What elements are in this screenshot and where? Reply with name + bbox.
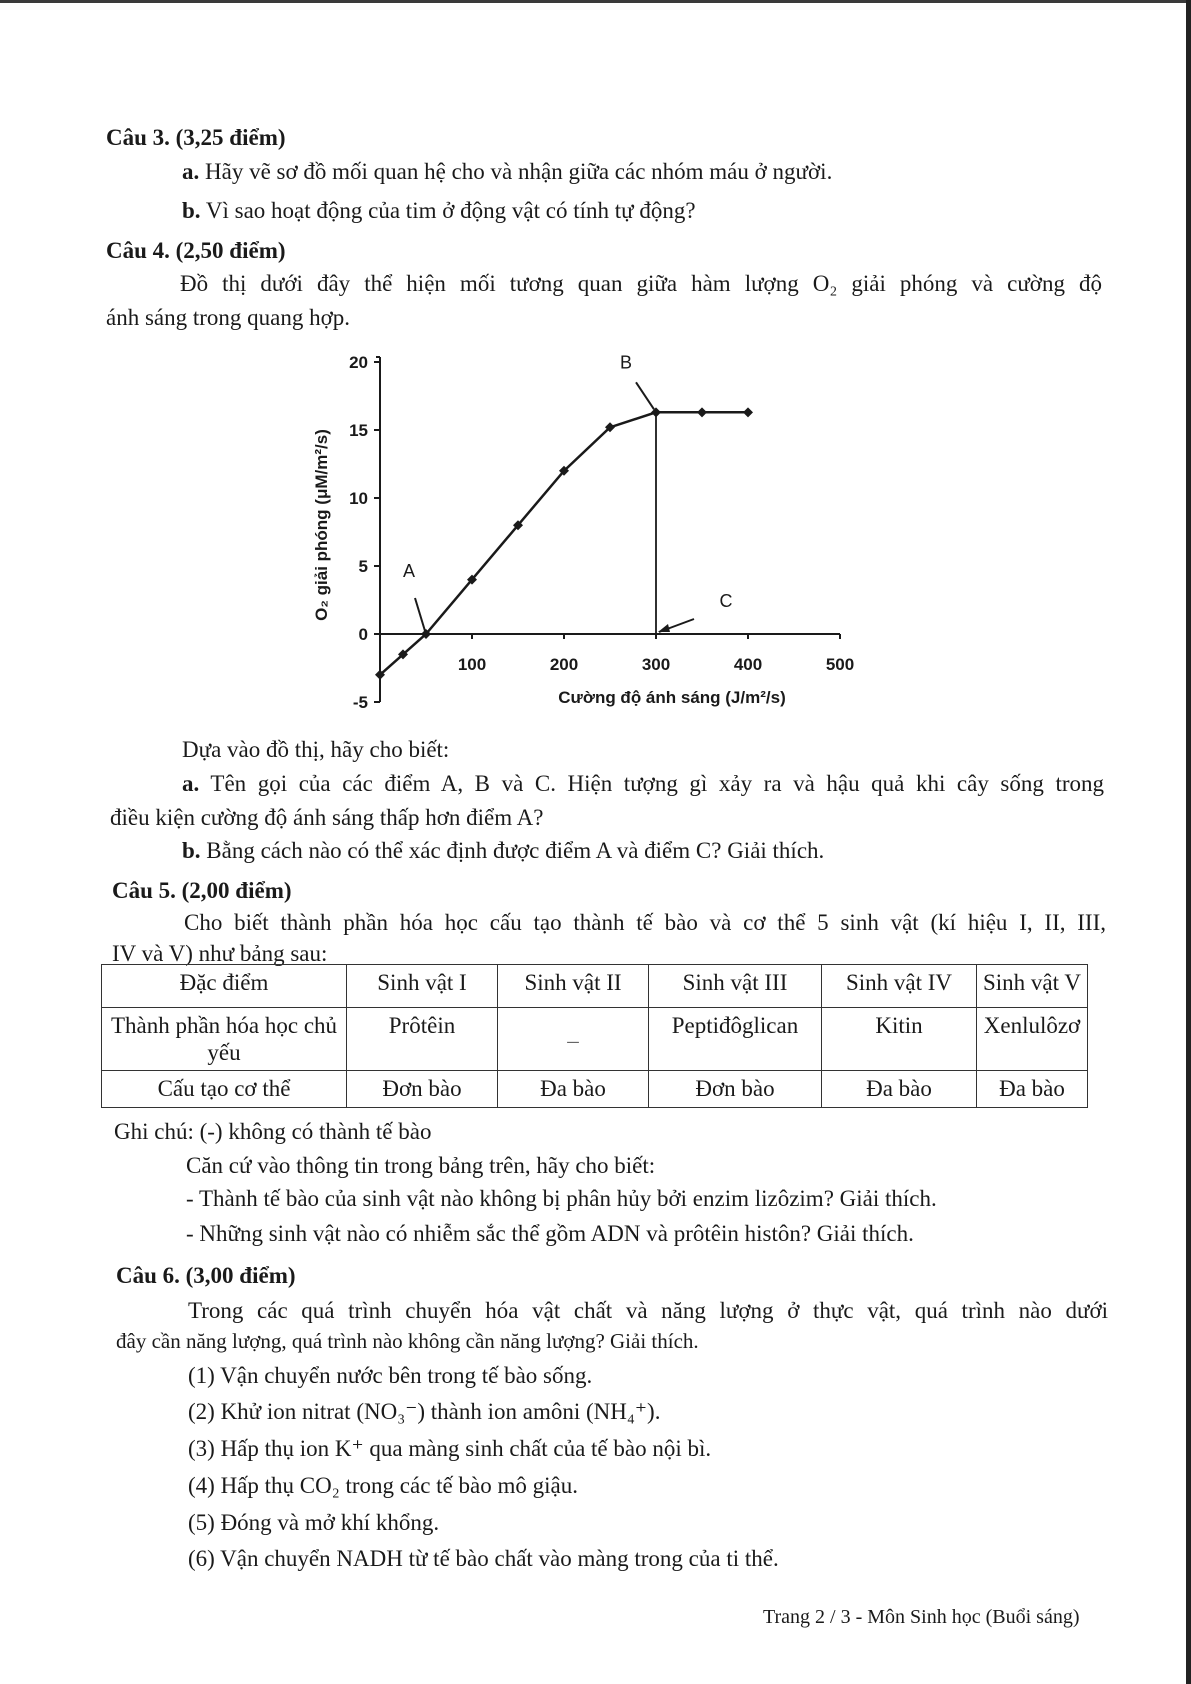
q3-a-text: Hãy vẽ sơ đồ mối quan hệ cho và nhận giữa các nhóm máu ở người. (199, 159, 833, 184)
data-point (743, 407, 753, 417)
scan-edge-top (0, 0, 1191, 3)
q4-prompt: Dựa vào đồ thị, hãy cho biết: (182, 737, 450, 762)
y-axis-label: O₂ giải phóng (μM/m²/s) (312, 429, 331, 621)
x-axis-label: Cường độ ánh sáng (J/m²/s) (558, 688, 786, 707)
organism-table (101, 964, 1088, 1108)
page-footer: Trang 2 / 3 - Môn Sinh học (Buổi sáng) (763, 1606, 1080, 1628)
q5-item-2: - Những sinh vật nào có nhiễm sắc thể gồm ADN và prôtêin histôn? Giải thích. (186, 1221, 914, 1246)
y-tick-label: 10 (349, 489, 368, 508)
table-row (102, 1008, 1088, 1071)
q4-a-text-line2: điều kiện cường độ ánh sáng thấp hơn điểm A? (110, 805, 544, 830)
table-header-cell: Sinh vật IV (822, 965, 977, 1008)
q6-item-3: (3) Hấp thụ ion K⁺ qua màng sinh chất của tế bào nội bì. (188, 1436, 712, 1461)
table-header-cell: Đặc điểm (102, 965, 347, 1008)
o2-light-chart (300, 345, 900, 715)
table-cell: Xenlulôzơ (977, 1008, 1088, 1071)
table-cell: Cấu tạo cơ thể (102, 1071, 347, 1108)
table-cell: Đơn bào (347, 1071, 498, 1108)
q5-prompt: Căn cứ vào thông tin trong bảng trên, hãy cho biết: (186, 1153, 656, 1178)
table-header-cell: Sinh vật V (977, 965, 1088, 1008)
q4-b-text: Bằng cách nào có thể xác định được điểm A và điểm C? Giải thích. (200, 838, 825, 863)
x-tick-label: 100 (457, 655, 487, 674)
y-tick-label: 20 (349, 353, 368, 372)
q4-a-label: a. (182, 771, 200, 796)
q5-item-1: - Thành tế bào của sinh vật nào không bị phân hủy bởi enzim lizôzim? Giải thích. (186, 1186, 937, 1211)
table-cell: Đơn bào (649, 1071, 822, 1108)
q6-item-5: (5) Đóng và mở khí khổng. (188, 1510, 440, 1535)
y-tick-label: 0 (358, 625, 368, 644)
pointer-b (636, 382, 654, 409)
q4-intro-line1: Đồ thị dưới đây thể hiện mối tương quan giữa hàm lượng O₂ giải phóng và cường độ (180, 271, 1102, 296)
q4-part-b (182, 837, 824, 865)
table-row (102, 1071, 1088, 1108)
q5-title: Câu 5. (2,00 điểm) (112, 878, 292, 903)
table-cell: Đa bào (822, 1071, 977, 1108)
table-header-cell: Sinh vật I (347, 965, 498, 1008)
chart-axes (349, 353, 854, 712)
label-b: B (619, 352, 633, 373)
q4-title: Câu 4. (2,50 điểm) (106, 238, 286, 263)
chart-marks (375, 352, 753, 679)
table-cell: Prôtêin (347, 1008, 498, 1071)
x-tick-label: 200 (549, 655, 579, 674)
q3-title: Câu 3. (3,25 điểm) (106, 125, 286, 150)
q4-intro-line2: ánh sáng trong quang hợp. (106, 305, 351, 330)
table-cell: Thành phần hóa học chủ yếu (102, 1008, 347, 1071)
table-cell: Đa bào (977, 1071, 1088, 1108)
scan-edge-right (1186, 0, 1191, 1684)
y-tick-label: 15 (349, 421, 368, 440)
pointer-c-head (658, 624, 670, 632)
table-cell: Peptiđôglican (649, 1008, 822, 1071)
q6-intro-line1: Trong các quá trình chuyển hóa vật chất và năng lượng ở thực vật, quá trình nào dưới (188, 1298, 1108, 1323)
q6-title: Câu 6. (3,00 điểm) (116, 1263, 296, 1288)
q6-item-1: (1) Vận chuyển nước bên trong tế bào sống. (188, 1363, 593, 1388)
q3-part-a (182, 158, 832, 186)
q5-intro-line1: Cho biết thành phần hóa học cấu tạo thành tế bào và cơ thể 5 sinh vật (kí hiệu I, II, III, (184, 910, 1106, 935)
label-a: A (402, 561, 416, 581)
q4-a-text-line1: Tên gọi của các điểm A, B và C. Hiện tượng gì xảy ra và hậu quả khi cây sống trong (199, 771, 1104, 796)
pointer-a (415, 598, 425, 631)
q6-item-4: (4) Hấp thụ CO₂ trong các tế bào mô giậu. (188, 1473, 578, 1498)
q6-intro-line2: đây cần năng lượng, quá trình nào không cần năng lượng? Giải thích. (116, 1329, 699, 1353)
q5-intro-line2: IV và V) như bảng sau: (112, 941, 328, 966)
q5-note: Ghi chú: (-) không có thành tế bào (114, 1119, 432, 1144)
y-tick-label: -5 (352, 693, 368, 712)
label-c: C (719, 591, 733, 611)
x-tick-label: 300 (641, 655, 671, 674)
q3-b-label: b. (182, 198, 201, 223)
table-cell: Kitin (822, 1008, 977, 1071)
x-tick-label: 500 (825, 655, 855, 674)
q6-item-6: (6) Vận chuyển NADH từ tế bào chất vào màng trong của ti thể. (188, 1546, 779, 1571)
table-cell: Đa bào (498, 1071, 649, 1108)
table-header-row (102, 965, 1088, 1008)
table-header-cell: Sinh vật III (649, 965, 822, 1008)
data-point (697, 407, 707, 417)
q3-a-label: a. (182, 159, 200, 184)
q6-item-2: (2) Khử ion nitrat (NO₃⁻) thành ion amôni (NH₄⁺). (188, 1399, 661, 1424)
q4-part-a (182, 770, 1104, 798)
y-tick-label: 5 (358, 557, 368, 576)
q3-part-b (182, 197, 696, 225)
table-header-cell: Sinh vật II (498, 965, 649, 1008)
q4-b-label: b. (182, 838, 201, 863)
table-cell: – (498, 1008, 649, 1071)
x-tick-label: 400 (733, 655, 763, 674)
q3-b-text: Vì sao hoạt động của tim ở động vật có tính tự động? (200, 198, 696, 223)
